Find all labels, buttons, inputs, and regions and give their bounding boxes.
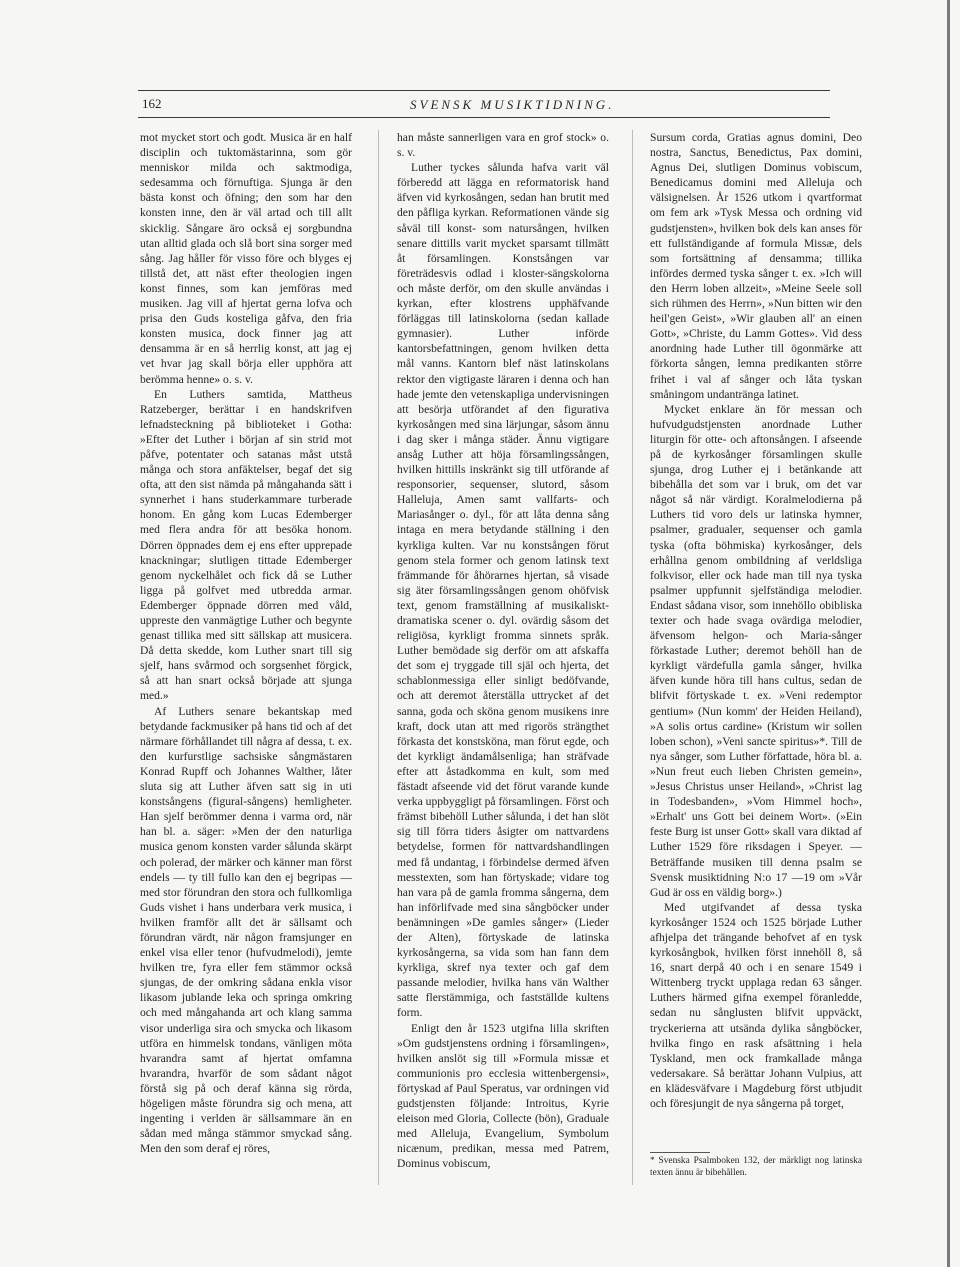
header-rule-bottom — [138, 117, 830, 118]
page-edge — [947, 0, 950, 1267]
footnote-rule — [650, 1152, 710, 1153]
paragraph: Af Luthers senare bekantskap med betydande fackmusiker på hans tid och af det närmare förhållandet till några af dessa, t. ex. den kurfurstlige sachsiske sångmästaren Konrad Rupff och Johannes Walther, låter sluta sig att Luther äfven satt sig in uti konstsångens (figural-sångens) hemligheter. Han sjelf berömmer denna i varma ord, när han bl. a. säger: »Men der den naturliga musica genom konsten varder sålunda skärpt och polerad, der märker och känner man först endels — ty till fullo kan den ej begripas — med stor förundran den stora och fullkomliga Guds vishet i hans underbara verk musica, i hvilken framför allt det är sällsamt och förundran värdt, när någon framsjunger en enkel visa eller tenor (hufvudmelodi), jemte hvilken tre, fyra eller fem stämmor också sjungas, de der omkring sådana enkla visor likasom jublande leka och springa omkring och med mångahanda art och klang samma visor underliga sira och smycka och likasom utföra en himmelsk tondans, vänligen möta hvarandra samt af hjertat omfamna hvarandra, hvarför de som sådant något förstå sig på och deraf känna sig rörda, högeligen måste förundra sig och mena, att ingenting i verlden är sällsammare än en sådan med många stämmor smyckad sång. Men den som deraf ej röres, — [140, 704, 352, 1156]
paragraph: Luther tyckes sålunda hafva varit väl förberedd att lägga en reformatorisk hand äfven vid kyrkosången, sedan han brutit med den påfliga kyrkan. Reformationen vände sig såväl till konst- som natursången, hvilken senare dittills varit mycket sparsamt tillmätt åt församlingen. Konstsången var företrädesvis odlad i kloster-sängskolorna och måste derför, om den skulle användas i kyrkan, efter klostrens upphäfvande förläggas till latinskolorna (sedan kallade gymnasier). Luther införde kantorsbefattningen, genom hvilken detta mål vanns. Kantorn blef näst latinskolans rektor den vigtigaste läraren i denna och han hade jemte den vetenskapliga undervisningen att besörja utförandet af den figurativa kyrkosången med sina lärjungar, såsom ännu i dag sker i många städer. Ännu vigtigare ansåg Luther att höja församlingssången, hvilken hittills inskränkt sig till utförande af responsorier, sequenser, slutord, såsom Halleluja, Amen samt vallfarts- och Mariasånger o. dyl., för att låta denna sång intaga en mera betydande ställning i den kyrkliga kulten. Var nu konstsången förut genom stela former och genom latinsk text främmande för åhörarnes hjertan, så visade sig äter församlingssången genom ohöfvisk text, genom framställning af musikaliskt-dramatiska scener o. dyl. ovärdig såsom det religiösa, kyrkligt fromma sinnets språk. Luther bemödade sig derför om att afskaffa det som ej tryggade till själ och hjerta, det schablonmessiga eller sinligt bedöfvande, och att deremot återställa uttrycket af det sanna, goda och sköna genom musikens inre kraft, dock utan att med rigorös strängthet förkasta det konstsköna, man förut egde, och det kyrkligt ändamålsenliga; han sträfvade efter att åstadkomma en kult, som med fästadt afseende vid det förut varande kunde verka uppbyggligt på församlingen. Först och främst bibehöll Luther sålunda, i det han slöt sig till förra tiders åsigter om nattvardens betydelse, formen för nattvardshandlingen med få undantag, i förbindelse dermed äfven messtexten, som han förtyskade; vidare tog han vara på de gamla fromma sångerna, dem han införlifvade med sina sångböcker under benämningen »De gamles sånger» (Lieder der Alten), förtyskade de latinska kyrkosångerna, sa vida som han fann dem kyrkliga, skref nya texter och gaf dem passande melodier, hvilka hans vän Walther satte flerstämmiga, och fastställde kultens form. — [397, 161, 609, 1020]
page-number: 162 — [142, 96, 162, 111]
paragraph: han måste sannerligen vara en grof stock» o. s. v. — [397, 131, 609, 160]
column-middle — [397, 130, 609, 1171]
paragraph: En Luthers samtida, Mattheus Ratzeberger, berättar i en handskrifven lefnadsteckning på biblioteket i Gotha: »Efter det Luther i början af sin strid mot påfve, potentater och satanas måst utstå många och stora anfäktelser, begaf det sig ofta, att den sist nämda på mångahanda sätt i synnerhet i hans studerkammare turberade honom. En gång kom Lucas Edemberger med flera andra för att besöka honom. Dörren öppnades dem ej ens efter upprepade knackningar; slutligen tittade Edemberger genom nyckelhålet och fick då se Luther ligga på golfvet med utbredda armar. Edemberger öppnade dörren med våld, uppreste den vanmägtige Luther och begynte genast tillika med sitt sällskap att musicera. Då detta skedde, kom Luther snart till sig sjelf, hans svårmod och sorgsenhet förgick, så att han snart också började att sjunga med.» — [140, 387, 352, 703]
column-rule — [632, 130, 633, 1185]
column-rule — [378, 130, 379, 1185]
paragraph: Enligt den år 1523 utgifna lilla skriften »Om gudstjenstens ordning i församlingen», hvilken anslöt sig till »Formula missæ et communionis pro ecclesia wittenbergensi», förtyskad af Paul Speratus, var ordningen vid gudstjensten följande: Introitus, Kyrie eleison med Gloria, Collecte (bön), Graduale med Alleluja, Evangelium, Symbolum nicænum, predikan, messa med Patrem, Dominus vobiscum, — [397, 1021, 609, 1171]
running-title: SVENSK MUSIKTIDNING. — [410, 97, 615, 112]
paragraph: Sursum corda, Gratias agnus domini, Deo nostra, Sanctus, Benedictus, Pax domini, Agnus Dei, slutligen Dominus vobiscum, Benedicamus domini med Alleluja och välsignelsen. År 1526 utkom i qvartformat om fem ark »Tysk Messa och ordning vid gudstjensten», hvilken bok dels kan anses för ett fullständigande af formula Missæ, dels som fortsättning af densamma; tillika infördes dermed tyska sånger t. ex. »Ich will den Herrn loben allzeit», »Meine Seele soll sich rühmen des Herrn», »Nun bitten wir den heil'gen Geist», »Wir glauben all' an einen Gott», »Christe, du Lamm Gottes». Vid dess anordning hade Luther till ögonmärke att förkorta sången, lemna predikanten större frihet i val af sånger och låta tyskan småningom undantränga latinet. — [650, 131, 862, 401]
paragraph: Mycket enklare än för messan och hufvudgudstjensten anordnade Luther liturgin för otte- och aftonsången. I afseende på de kyrkosånger församlingen skulle sjunga, drog Luther ej i betänkande att bibehålla det som var i bruk, om det var något så när värdigt. Koralmelodierna på Luthers tid voro dels ur latinska hymner, psalmer, gradualer, sequenser och gamla tyska (ofta böhmiska) kyrkosånger, dels erhållna genom ombildning af verldsliga folkvisor, eller ock hade man till nya tyska psalmer uppfunnit sjelfständiga melodier. Endast sådana visor, som innehöllo obibliska texter och hade svaga ovärdiga melodier, äfvensom helgon- och Maria-sånger förkastade Luther; deremot behöll han de kyrkligt värdefulla gamla sånger, hvilka äfven kunde höra till hans cultus, sedan de blifvit förtyskade t. ex. »Veni redemptor gentium» (Nun komm' der Heiden Heiland), »A solis ortus cardine» (Kristum wir sollen loben schon), »Veni sancte spiritus»*. Till de nya sånger, som Luther författade, höra bl. a. »Nun freut euch lieben Christen gemein», »Jesus Christus unser Heiland», »Christ lag in Todesbanden», »Vom Himmel hoch», »Erhalt' uns Gott bei deinem Wort». (»Ein feste Burg ist unser Gott» skall vara diktad af Luther 1529 före riksdagen i Speyer. — Beträffande musiken till denna psalm se Svensk musiktidning N:o 17 —19 om »Vår Gud är oss en väldig borg».) — [650, 402, 862, 899]
footnote: * Svenska Psalmboken 132, der märkligt nog latinska texten ännu är bibehållen. — [650, 1156, 862, 1178]
header-rule-top — [138, 90, 830, 91]
column-right — [650, 130, 862, 1111]
column-left — [140, 130, 352, 1156]
paragraph: mot mycket stort och godt. Musica är en half disciplin och tuktomästarinna, som gör menniskor milda och saktmodiga, sedesamma och förnuftiga. Sjunga är den bästa konst och öfning; den som har den konsten inne, den är väl artad och till allt skicklig. Sångare äro också ej sorgbundna utan alltid glada och slå bort sina sorger med sång. Jag håller för visso före och blyges ej tillstå det, att näst efter theologien ingen konst finnes, som kan jemföras med musiken. Jag vill af hjertat gerna lofva och prisa den Guds kosteliga gåfva, den fria konsten musica, dock finner jag att densamma är en så herrlig konst, att jag ej vet hvar jag skall börja eller upphöra att berömma henne» o. s. v. — [140, 131, 352, 386]
paragraph: Med utgifvandet af dessa tyska kyrkosånger 1524 och 1525 började Luther afhjelpa det trängande behofvet af en tysk kyrkosångbok, hvilken först innehöll 8, så 16, snart derpå 40 och i en senare 1549 i Wittenberg tryckt upplaga redan 63 sånger. Luthers härmed gifna exempel föranledde, sedan nu sånglusten blifvit uppväckt, tryckerierna att utsända dylika sångböcker, hvilka fingo en rask afsättning i hela Tyskland, men ock framkallade många vedersakare. Så berättar Johann Vulpius, att en klädesväfvare i Magdeburg först utbjudit och föresjungit de nya sångerna på torget, — [650, 900, 862, 1110]
